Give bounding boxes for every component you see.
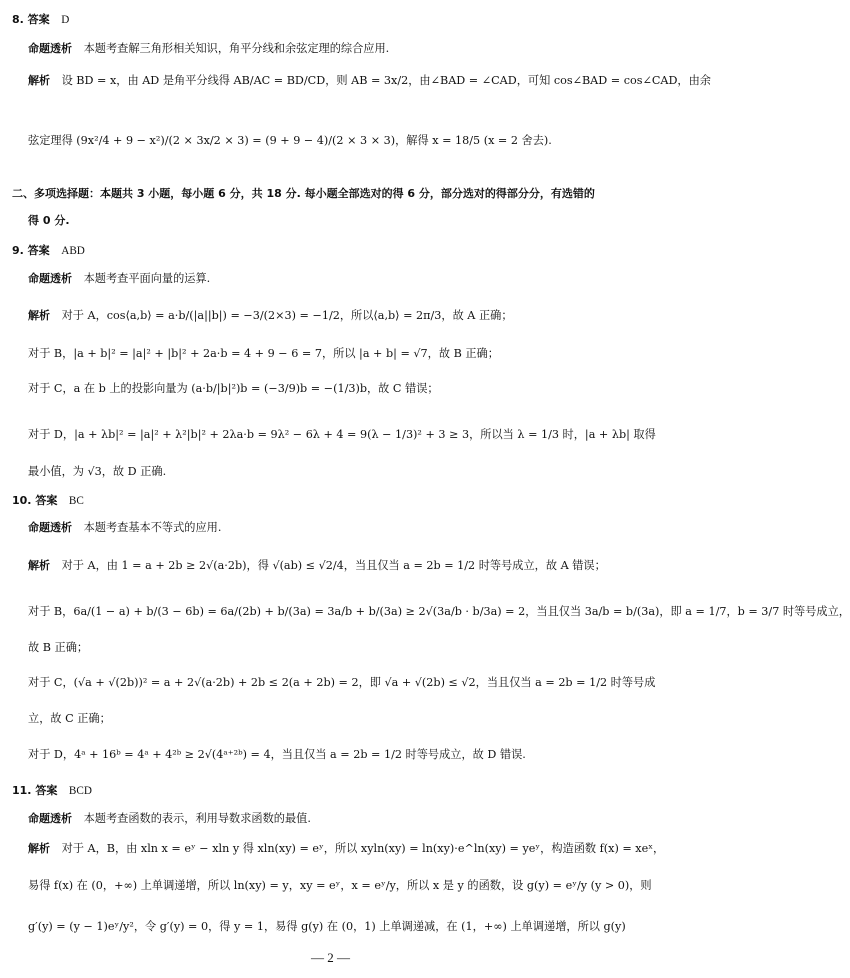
- q10-lens: 命题透析 本题考查基本不等式的应用.: [28, 521, 222, 534]
- q9-solution-line3: 对于 C，a 在 b 上的投影向量为 (a·b/|b|²)b = (−3/9)b = −(1/3)b，故 C 错误；: [28, 382, 439, 395]
- q9-header: 9. 答案 ABD: [12, 244, 85, 257]
- q11-header: 11. 答案 BCD: [12, 784, 92, 797]
- q11-solution-line3: g′(y) = (y − 1)eʸ/y²，令 g′(y) = 0，得 y = 1，易得 g(y) 在 (0，1) 上单调递减，在 (1，+∞) 上单调递增，所以 g(y): [28, 920, 626, 933]
- q8-answer: D: [61, 14, 70, 26]
- q10-solution-line1: 解析 对于 A，由 1 = a + 2b ≥ 2√(a·2b)，得 √(ab) ≤ √2/4，当且仅当 a = 2b = 1/2 时等号成立，故 A 错误；: [28, 559, 606, 572]
- q9-solution-line2: 对于 B，|a + b|² = |a|² + |b|² + 2a·b = 4 + 9 − 6 = 7，所以 |a + b| = √7，故 B 正确；: [28, 347, 499, 360]
- q10-solution-line5: 立，故 C 正确；: [28, 712, 111, 725]
- q11-solution-line1: 解析 对于 A，B，由 xln x = eʸ − xln y 得 xln(xy) = eʸ，所以 xyln(xy) = ln(xy)·e^ln(xy) = yeʸ，构造函数 f(x) = xeˣ，: [28, 842, 665, 855]
- q8-solution-line2: 弦定理得 (9x²/4 + 9 − x²)/(2 × 3x/2 × 3) = (9 + 9 − 4)/(2 × 3 × 3)，解得 x = 18/5 (x = 2 舍去).: [28, 134, 552, 147]
- q9-lens: 命题透析 本题考查平面向量的运算.: [28, 272, 211, 285]
- q10-solution-line3: 故 B 正确；: [28, 641, 89, 654]
- q9-answer: ABD: [61, 245, 85, 257]
- q10-solution-line4: 对于 C，(√a + √(2b))² = a + 2√(a·2b) + 2b ≤ 2(a + 2b) = 2，即 √a + √(2b) ≤ √2，当且仅当 a = 2b = 1/2 时等号成: [28, 676, 656, 689]
- q8-header: 8. 答案 D: [12, 13, 70, 26]
- q11-lens: 命题透析 本题考查函数的表示，利用导数求函数的最值.: [28, 812, 311, 825]
- q10-answer: BC: [68, 495, 84, 507]
- q11-solution-line2: 易得 f(x) 在 (0，+∞) 上单调递增，所以 ln(xy) = y，xy = eʸ，x = eʸ/y，所以 x 是 y 的函数，设 g(y) = eʸ/y (y > 0)，则: [28, 879, 652, 892]
- q10-header: 10. 答案 BC: [12, 494, 84, 507]
- q9-solution-line1: 解析 对于 A，cos⟨a,b⟩ = a·b/(|a||b|) = −3/(2×3) = −1/2，所以⟨a,b⟩ = 2π/3，故 A 正确；: [28, 309, 513, 322]
- q9-solution-line4: 对于 D，|a + λb|² = |a|² + λ²|b|² + 2λa·b = 9λ² − 6λ + 4 = 9(λ − 1/3)² + 3 ≥ 3，所以当 λ = 1/3 时，|a + λb| 取得: [28, 428, 656, 441]
- q9-solution-line5: 最小值，为 √3，故 D 正确.: [28, 465, 167, 478]
- q8-lens: 命题透析 本题考查解三角形相关知识，角平分线和余弦定理的综合应用.: [28, 42, 390, 55]
- q10-solution-line6: 对于 D，4ᵃ + 16ᵇ = 4ᵃ + 4²ᵇ ≥ 2√(4ᵃ⁺²ᵇ) = 4，当且仅当 a = 2b = 1/2 时等号成立，故 D 错误.: [28, 748, 526, 761]
- q11-answer: BCD: [68, 785, 92, 797]
- section2-heading-line2: 得 0 分.: [28, 214, 70, 227]
- q10-solution-line2: 对于 B，6a/(1 − a) + b/(3 − 6b) = 6a/(2b) + b/(3a) = 3a/b + b/(3a) ≥ 2√(3a/b · b/3a) = 2，当且仅当 3a/b = b/(3a)，即 a = 1/7，b = 3/7 时等号成立，: [28, 605, 850, 618]
- q8-solution-line1: 解析 设 BD = x，由 AD 是角平分线得 AB/AC = BD/CD，则 AB = 3x/2，由∠BAD = ∠CAD，可知 cos∠BAD = cos∠CAD，由余: [28, 74, 711, 87]
- page-number: — 2 —: [311, 950, 350, 965]
- section2-heading-line1: 二、多项选择题：本题共 3 小题，每小题 6 分，共 18 分. 每小题全部选对的得 6 分，部分选对的得部分分，有选错的: [12, 187, 595, 200]
